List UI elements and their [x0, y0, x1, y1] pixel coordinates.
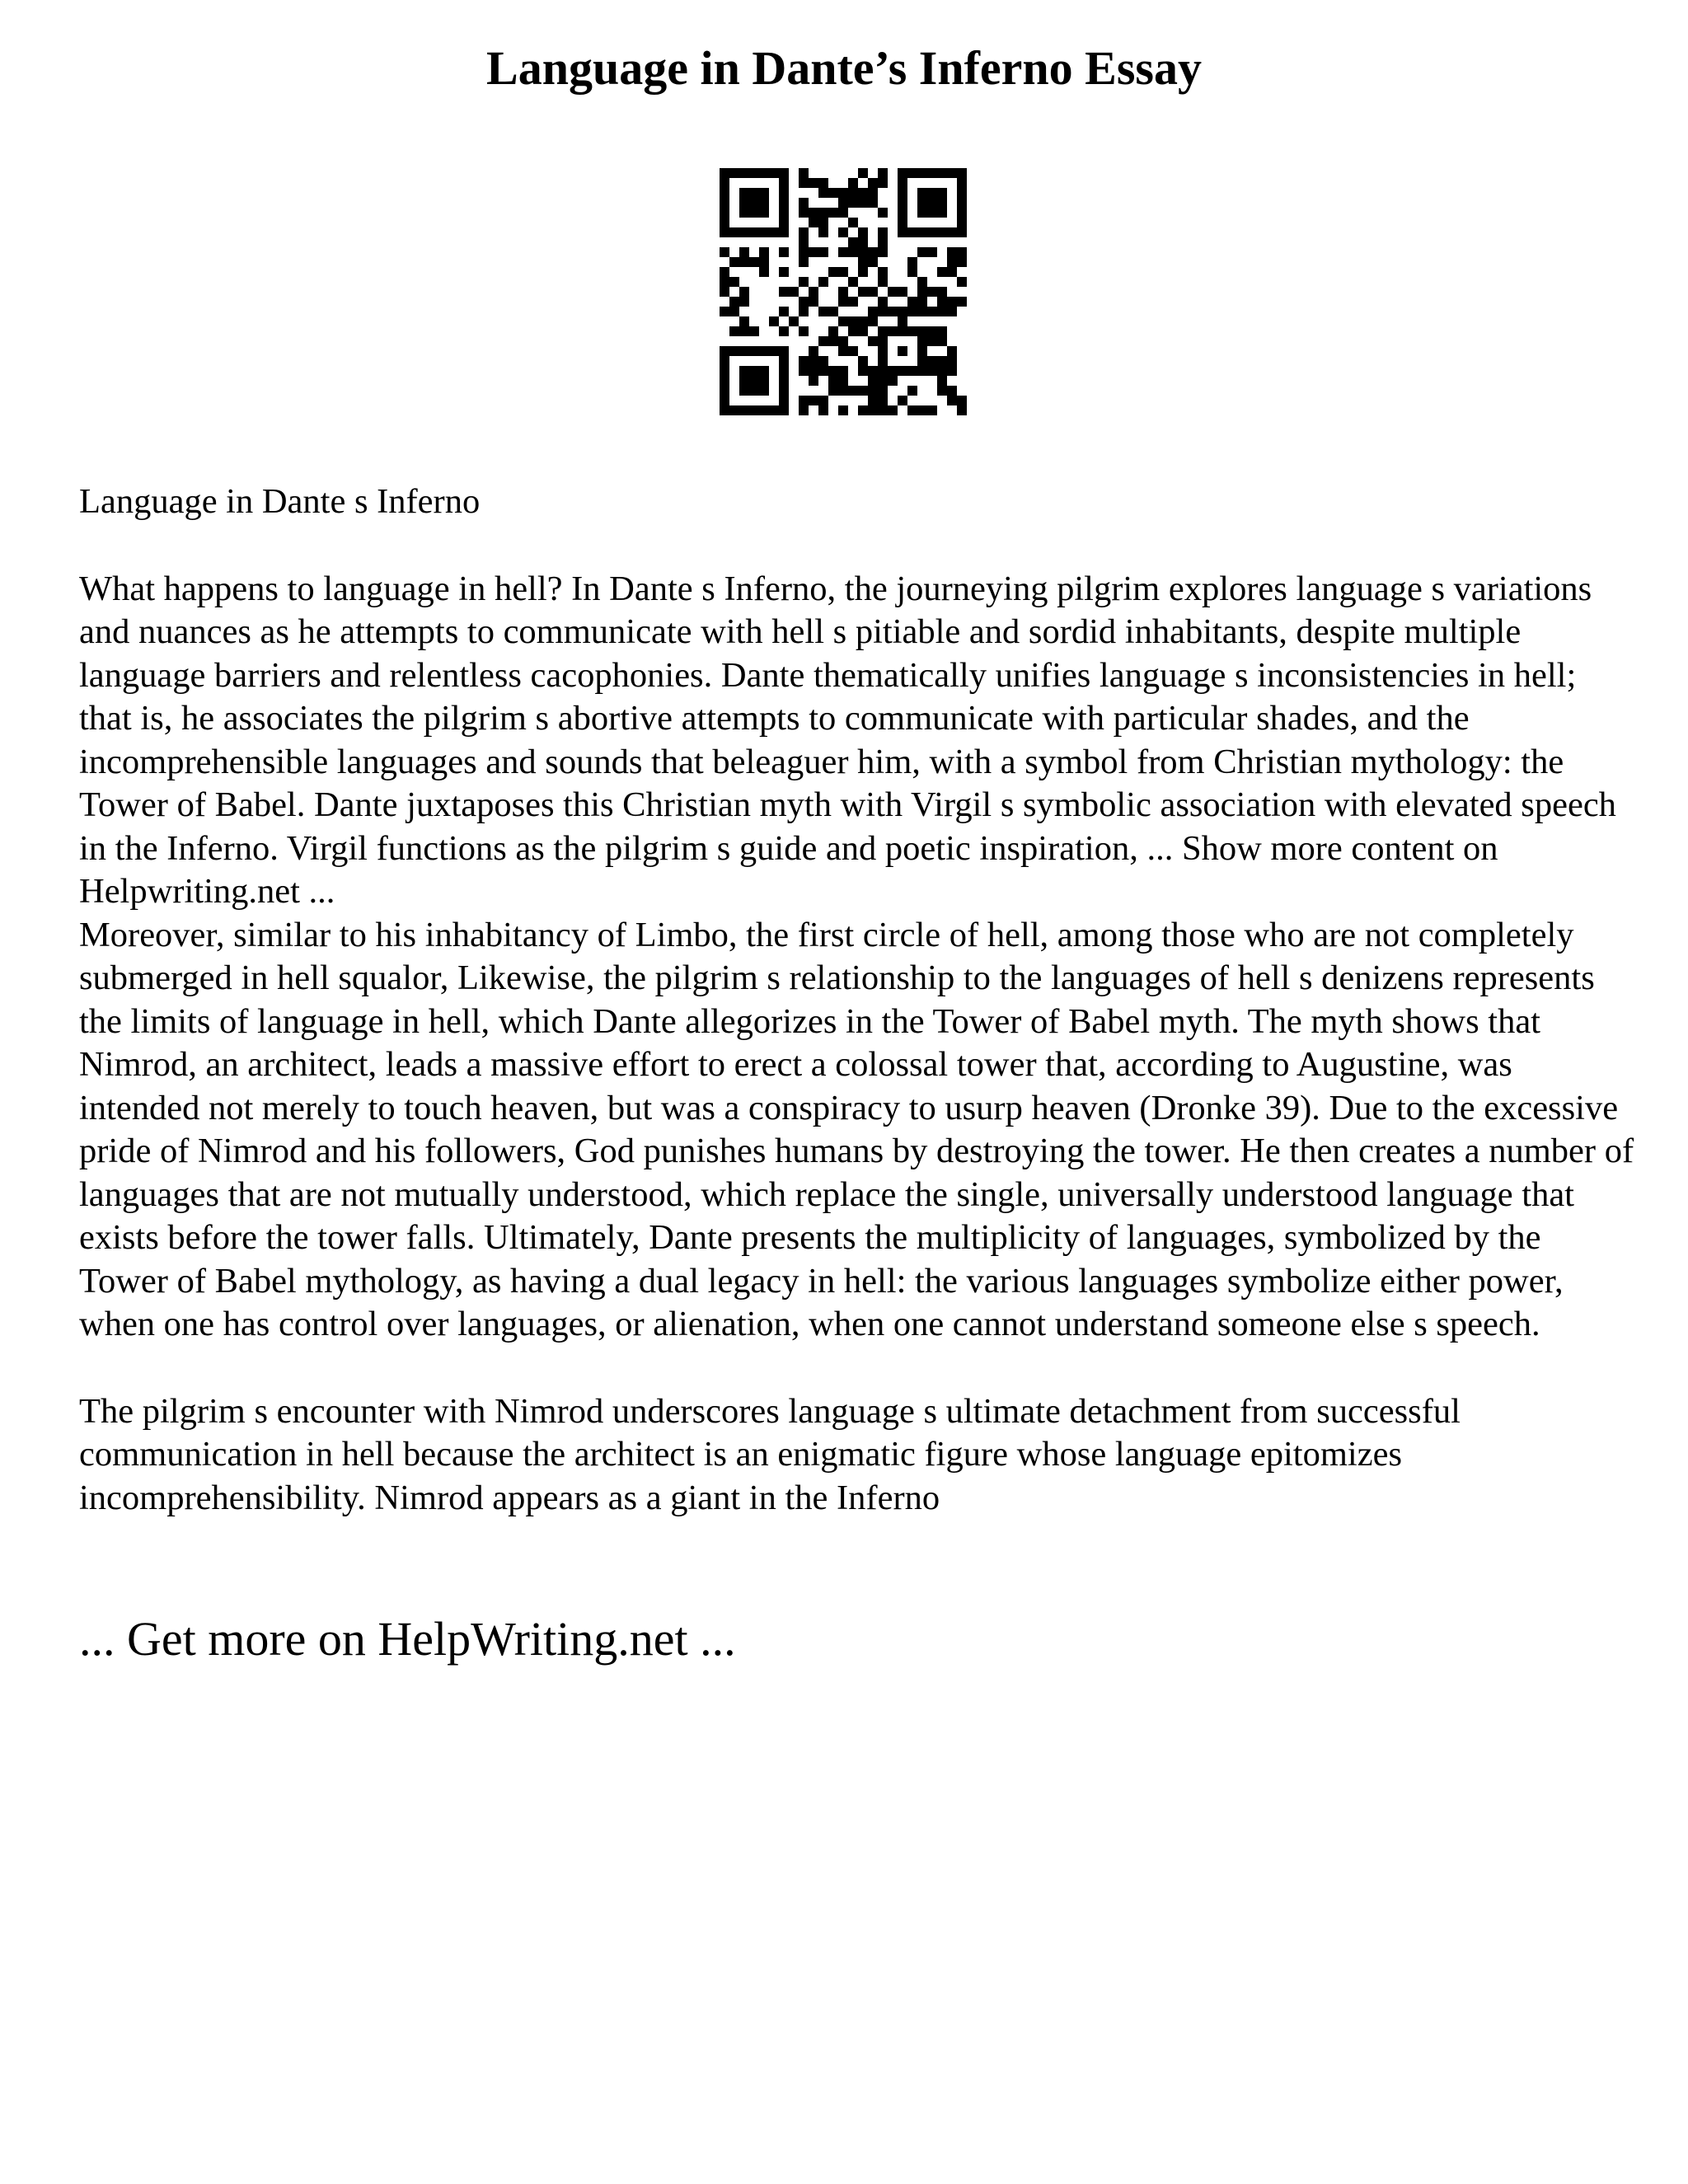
essay-paragraph: What happens to language in hell? In Dante s Inferno, the journeying pilgrim explores language s variations and nuances as he attempts to communicate with hell s pitiable and sordid inhabitants, despite multiple language barriers and relentless cacophonies. Dante thematically unifies language s inconsistencies in hell; that is, he associates the pilgrim s abortive attempts to communicate with particular shades, and the incomprehensible languages and sounds that beleaguer him, with a symbol from Christian mythology: the Tower of Babel. Dante juxtaposes this Christian myth with Virgil s symbolic association with elevated speech in the Inferno. Virgil functions as the pilgrim s guide and poetic inspiration, ... Show more content on Helpwriting.net ...: [79, 569, 1616, 911]
essay-paragraph: The pilgrim s encounter with Nimrod underscores language s ultimate detachment from successful communication in hell because the architect is an enigmatic figure whose language epitomizes incomprehensibility. Nimrod appears as a giant in the Inferno: [79, 1391, 1461, 1517]
page-title: Language in Dante’s Inferno Essay: [486, 41, 1202, 95]
essay-body: [79, 480, 1637, 1520]
essay-subheading: Language in Dante s Inferno: [79, 482, 481, 521]
qr-code-graphic: [720, 168, 967, 415]
essay-paragraph: Moreover, similar to his inhabitancy of Limbo, the first circle of hell, among those who are not completely submerged in hell squalor, Likewise, the pilgrim s relationship to the languages of hell s denizens represents the limits of language in hell, which Dante allegorizes in the Tower of Babel myth. The myth shows that Nimrod, an architect, leads a massive effort to erect a colossal tower that, according to Augustine, was intended not merely to touch heaven, but was a conspiracy to usurp heaven (Dronke 39). Due to the excessive pride of Nimrod and his followers, God punishes humans by destroying the tower. He then creates a number of languages that are not mutually understood, which replace the single, universally understood language that exists before the tower falls. Ultimately, Dante presents the multiplicity of languages, symbolized by the Tower of Babel mythology, as having a dual legacy in hell: the various languages symbolize either power, when one has control over languages, or alienation, when one cannot understand someone else s speech.: [79, 915, 1634, 1343]
qr-code-icon: [720, 168, 967, 415]
get-more-link[interactable]: ... Get more on HelpWriting.net ...: [79, 1612, 736, 1666]
